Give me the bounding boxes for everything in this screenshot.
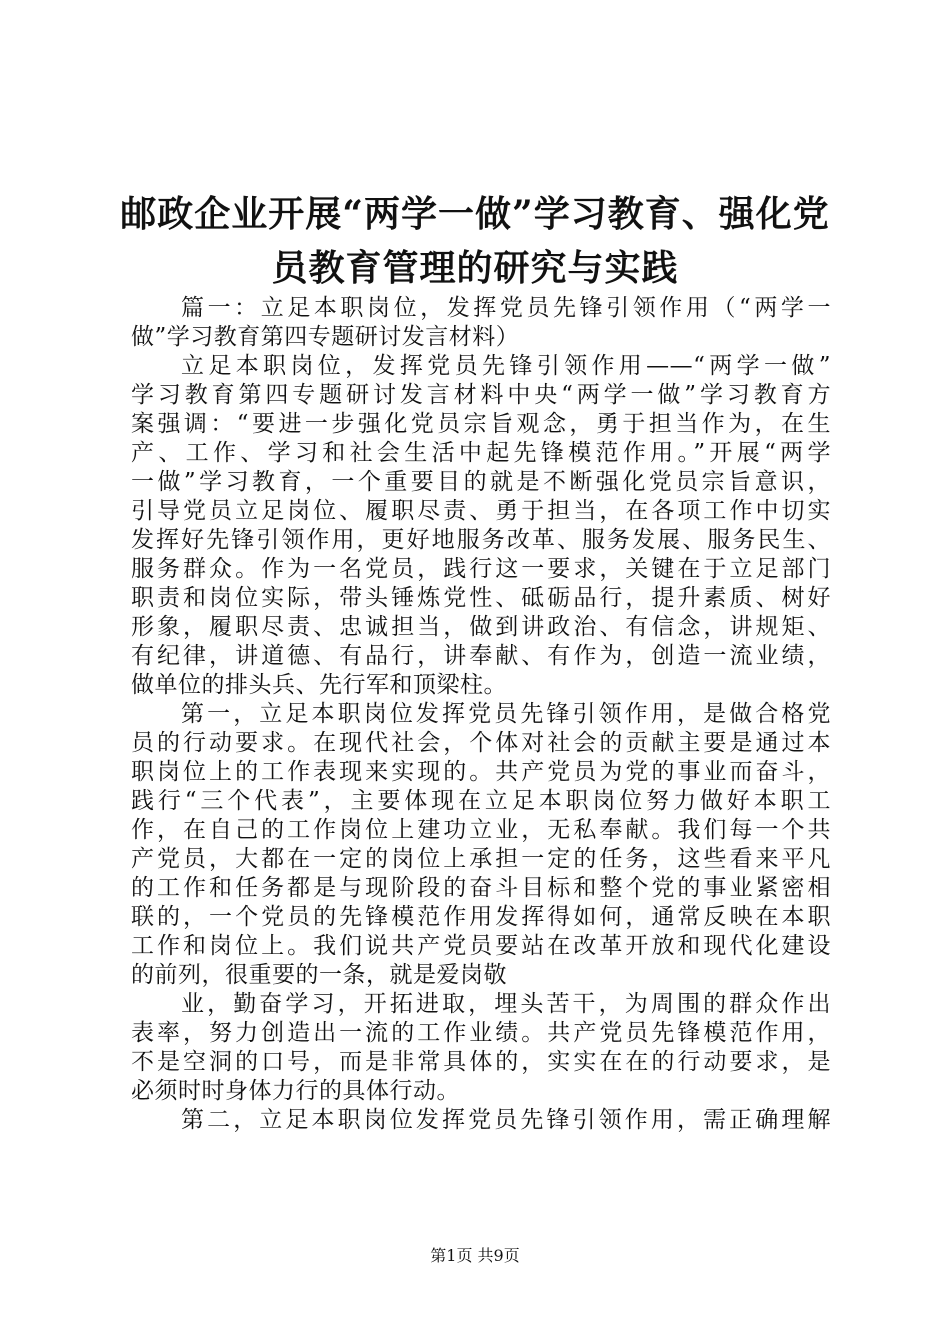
- page-footer: 第1页 共9页: [430, 1246, 520, 1265]
- document-title-line-2: 员教育管理的研究与实践: [271, 247, 679, 289]
- text-line: 形象，履职尽责、忠诚担当，做到讲政治、有信念，讲规矩、: [131, 614, 831, 640]
- text-line: 一做”学习教育，一个重要目的就是不断强化党员宗旨意识，: [131, 469, 831, 495]
- text-line: 践行“三个代表”，主要体现在立足本职岗位努力做好本职工: [131, 788, 831, 814]
- text-line: 的前列，很重要的一条，就是爱岗敬: [131, 962, 507, 988]
- document-body: [131, 294, 831, 1135]
- text-line: 不是空洞的口号，而是非常具体的，实实在在的行动要求，是: [131, 1049, 831, 1075]
- text-line: 必须时时身体力行的具体行动。: [131, 1078, 460, 1104]
- text-line: 作，在自己的工作岗位上建功立业，无私奉献。我们每一个共: [131, 817, 831, 843]
- text-line: 的工作和任务都是与现阶段的奋斗目标和整个党的事业紧密相: [131, 875, 831, 901]
- text-line: 产、工作、学习和社会生活中起先锋模范作用。”开展“两学: [131, 440, 831, 466]
- text-line: 立足本职岗位，发挥党员先锋引领作用——“两学一做”: [181, 353, 831, 379]
- text-line: 引导党员立足岗位、履职尽责、勇于担当，在各项工作中切实: [131, 498, 831, 524]
- text-line: 联的，一个党员的先锋模范作用发挥得如何，通常反映在本职: [131, 904, 831, 930]
- text-line: 有纪律，讲道德、有品行，讲奉献、有作为，创造一流业绩，: [131, 643, 831, 669]
- document-title-line-1: 邮政企业开展“两学一做”学习教育、强化党: [120, 193, 830, 235]
- text-line: 做单位的排头兵、先行军和顶梁柱。: [131, 672, 507, 698]
- text-line: 第一，立足本职岗位发挥党员先锋引领作用，是做合格党: [181, 701, 831, 727]
- text-line: 业，勤奋学习，开拓进取，埋头苦干，为周围的群众作出: [181, 991, 831, 1017]
- text-line: 工作和岗位上。我们说共产党员要站在改革开放和现代化建设: [131, 933, 831, 959]
- text-line: 第二，立足本职岗位发挥党员先锋引领作用，需正确理解: [181, 1107, 831, 1133]
- text-line: 职责和岗位实际，带头锤炼党性、砥砺品行，提升素质、树好: [131, 585, 831, 611]
- text-line: 职岗位上的工作表现来实现的。共产党员为党的事业而奋斗，: [131, 759, 831, 785]
- text-line: 员的行动要求。在现代社会，个体对社会的贡献主要是通过本: [131, 730, 831, 756]
- text-line: 服务群众。作为一名党员，践行这一要求，关键在于立足部门: [131, 556, 831, 582]
- text-line: 发挥好先锋引领作用，更好地服务改革、服务发展、服务民生、: [131, 527, 831, 553]
- text-line: 产党员，大都在一定的岗位上承担一定的任务，这些看来平凡: [131, 846, 831, 872]
- text-line: 篇一：立足本职岗位，发挥党员先锋引领作用（“两学一: [181, 295, 831, 321]
- text-line: 做”学习教育第四专题研讨发言材料）: [131, 324, 520, 350]
- text-line: 表率，努力创造出一流的工作业绩。共产党员先锋模范作用，: [131, 1020, 831, 1046]
- text-line: 学习教育第四专题研讨发言材料中央“两学一做”学习教育方: [131, 382, 831, 408]
- text-line: 案强调：“要进一步强化党员宗旨观念，勇于担当作为，在生: [131, 411, 831, 437]
